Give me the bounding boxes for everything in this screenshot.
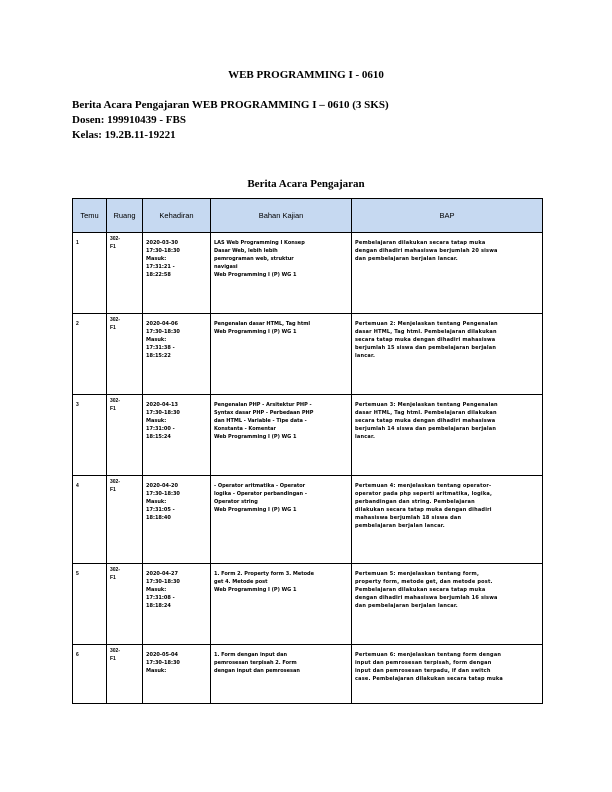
cell-bap-line: lancar. [355, 353, 376, 359]
cell-temu: 1 [73, 233, 107, 314]
cell-kehadiran [143, 395, 211, 476]
table-row [73, 233, 543, 314]
cell-temu: 4 [73, 476, 107, 564]
cell-bahan-kajian [211, 314, 352, 395]
cell-bap-line: dengan dihadiri mahasiswa berjumlah 16 siswa [355, 595, 498, 601]
cell-bap-line: berjumlah 15 siswa dan pembelajaran berjalan [355, 345, 497, 351]
cell-bahan-kajian-line: dan HTML - Variable - Tipe data - [214, 418, 307, 424]
table-body [73, 233, 543, 704]
table-row [73, 314, 543, 395]
cell-ruang-line: F1 [110, 656, 116, 662]
cell-bap-line: Pertemuan 3: Menjelaskan tentang Pengenalan [355, 402, 498, 408]
cell-kehadiran-line: 2020-04-27 [146, 571, 178, 577]
cell-bahan-kajian-line: navigasi [214, 264, 238, 270]
cell-kehadiran [143, 314, 211, 395]
cell-ruang [107, 645, 143, 704]
header-kehadiran: Kehadiran [143, 199, 211, 233]
cell-bap [352, 645, 543, 704]
cell-bahan-kajian-line: Pengenalan PHP - Arsitektur PHP - [214, 402, 312, 408]
cell-bap-line: dengan dihadiri mahasiswa berjumlah 20 siswa [355, 248, 498, 254]
header-temu: Temu [73, 199, 107, 233]
cell-bap-line: input dan pemrosesan terpadu, if dan switch [355, 668, 491, 674]
cell-kehadiran-line: 17:30-18:30 [146, 491, 180, 497]
cell-bap-line: lancar. [355, 434, 376, 440]
cell-ruang-line: 302- [110, 317, 121, 323]
cell-bap-line: dan pembelajaran berjalan lancar. [355, 603, 458, 609]
cell-bap-line: secara tatap muka dengan dihadiri mahasiswa [355, 337, 496, 343]
cell-bap-line: perbandingan dan string. Pembelajaran [355, 499, 475, 505]
cell-bap [352, 314, 543, 395]
cell-kehadiran-line: 18:15:22 [146, 353, 171, 359]
cell-bap [352, 233, 543, 314]
cell-bahan-kajian-line: Pengenalan dasar HTML, Tag html [214, 321, 311, 327]
document-title: WEB PROGRAMMING I - 0610 [228, 69, 384, 81]
cell-bap-line: operator pada php seperti aritmatika, logika, [355, 491, 493, 497]
cell-bahan-kajian-line: dengan input dan pemrosesan [214, 668, 300, 674]
table-row [73, 395, 543, 476]
cell-ruang [107, 233, 143, 314]
dosen-line: Dosen: 199910439 - FBS [72, 114, 186, 126]
cell-bap-line: dasar HTML, Tag html. Pembelajaran dilakukan [355, 410, 497, 416]
table-row [73, 564, 543, 645]
cell-ruang-line: 302- [110, 567, 121, 573]
cell-kehadiran-line: 2020-03-30 [146, 240, 178, 246]
table-header-row [73, 199, 543, 233]
cell-bahan-kajian-line: 1. Form 2. Property form 3. Metode [214, 571, 315, 577]
cell-kehadiran [143, 476, 211, 564]
cell-kehadiran-line: 2020-04-06 [146, 321, 178, 327]
cell-bahan-kajian-line: 1. Form dengan input dan [214, 652, 288, 658]
cell-ruang-line: F1 [110, 406, 116, 412]
cell-bap-line: Pertemuan 6: menjelaskan tentang form dengan [355, 652, 502, 658]
cell-ruang [107, 314, 143, 395]
cell-kehadiran-line: 17:30-18:30 [146, 579, 180, 585]
cell-bap [352, 564, 543, 645]
cell-kehadiran-line: 17:31:21 - [146, 264, 175, 270]
cell-bahan-kajian-line: pemrosesan terpisah 2. Form [214, 660, 297, 666]
cell-bap-line: dilakukan secara tatap muka dengan dihadiri [355, 507, 492, 513]
cell-kehadiran-line: 17:31:00 - [146, 426, 175, 432]
cell-ruang-line: F1 [110, 325, 116, 331]
cell-bahan-kajian [211, 645, 352, 704]
cell-ruang-line: 302- [110, 479, 121, 485]
cell-bahan-kajian [211, 233, 352, 314]
cell-kehadiran-line: 2020-04-20 [146, 483, 178, 489]
cell-kehadiran [143, 233, 211, 314]
cell-ruang [107, 395, 143, 476]
cell-bap-line: input dan pemrosesan terpisah, form dengan [355, 660, 492, 666]
cell-bap-line: case. Pembelajaran dilakukan secara tatap muka [355, 676, 503, 682]
cell-bap [352, 476, 543, 564]
header-bahan-kajian: Bahan Kajian [211, 199, 352, 233]
cell-bap-line: berjumlah 14 siswa dan pembelajaran berjalan [355, 426, 497, 432]
cell-kehadiran-line: 18:18:24 [146, 603, 171, 609]
cell-kehadiran-line: 18:22:58 [146, 272, 171, 278]
cell-kehadiran-line: Masuk: [146, 499, 167, 505]
table-row [73, 476, 543, 564]
bap-table [72, 198, 543, 704]
cell-kehadiran-line: 18:15:24 [146, 434, 171, 440]
cell-bahan-kajian-line: get 4. Metode post [214, 579, 268, 585]
cell-temu: 3 [73, 395, 107, 476]
cell-ruang-line: F1 [110, 575, 116, 581]
cell-bahan-kajian [211, 476, 352, 564]
cell-bap-line: secara tatap muka dengan dihadiri mahasiswa [355, 418, 496, 424]
cell-kehadiran-line: Masuk: [146, 668, 167, 674]
cell-kehadiran [143, 645, 211, 704]
cell-bap-line: mahasiswa berjumlah 18 siswa dan [355, 515, 462, 521]
cell-kehadiran-line: 2020-04-13 [146, 402, 178, 408]
table-caption: Berita Acara Pengajaran [247, 178, 365, 190]
cell-kehadiran [143, 564, 211, 645]
table-row [73, 645, 543, 704]
cell-kehadiran-line: 18:18:40 [146, 515, 171, 521]
cell-kehadiran-line: 17:30-18:30 [146, 329, 180, 335]
cell-bahan-kajian-line: logika - Operator perbandingan - [214, 491, 307, 497]
cell-bahan-kajian-line: Web Programming I (P) WG 1 [214, 587, 297, 593]
cell-bahan-kajian-line: LAS Web Programming I Konsep [214, 240, 305, 246]
cell-ruang-line: F1 [110, 487, 116, 493]
cell-bap-line: Pembelajaran dilakukan secara tatap muka [355, 587, 486, 593]
course-header [72, 98, 389, 143]
cell-bahan-kajian-line: pemrograman web, struktur [214, 256, 294, 262]
cell-kehadiran-line: Masuk: [146, 337, 167, 343]
cell-bahan-kajian [211, 395, 352, 476]
cell-bahan-kajian-line: Web Programming I (P) WG 1 [214, 329, 297, 335]
cell-bahan-kajian-line: Syntax dasar PHP - Perbedaan PHP [214, 410, 314, 416]
cell-bahan-kajian [211, 564, 352, 645]
header-ruang: Ruang [107, 199, 143, 233]
cell-bahan-kajian-line: Konstanta - Komentar [214, 426, 277, 432]
cell-temu: 6 [73, 645, 107, 704]
cell-bahan-kajian-line: Web Programming I (P) WG 1 [214, 272, 297, 278]
cell-temu: 2 [73, 314, 107, 395]
cell-kehadiran-line: Masuk: [146, 418, 167, 424]
cell-bahan-kajian-line: - Operator aritmatika - Operator [214, 483, 306, 489]
cell-bap-line: Pembelajaran dilakukan secara tatap muka [355, 240, 486, 246]
header-bap: BAP [352, 199, 543, 233]
cell-ruang-line: 302- [110, 648, 121, 654]
cell-kehadiran-line: 17:30-18:30 [146, 248, 180, 254]
cell-kehadiran-line: 17:31:08 - [146, 595, 175, 601]
cell-bap-line: Pertemuan 5: menjelaskan tentang form, [355, 571, 480, 577]
cell-kehadiran-line: 17:31:38 - [146, 345, 175, 351]
cell-bahan-kajian-line: Operator string [214, 499, 258, 505]
cell-bap-line: dasar HTML, Tag html. Pembelajaran dilakukan [355, 329, 497, 335]
cell-ruang-line: F1 [110, 244, 116, 250]
cell-bap-line: pembelajaran berjalan lancar. [355, 523, 445, 529]
cell-bahan-kajian-line: Web Programming I (P) WG 1 [214, 434, 297, 440]
cell-bap-line: Pertemuan 4: menjelaskan tentang operator- [355, 483, 492, 489]
cell-kehadiran-line: 17:30-18:30 [146, 410, 180, 416]
cell-kehadiran-line: 17:30-18:30 [146, 660, 180, 666]
course-line: Berita Acara Pengajaran WEB PROGRAMMING I – 0610 (3 SKS) [72, 99, 389, 111]
cell-bap [352, 395, 543, 476]
cell-bap-line: Pertemuan 2: Menjelaskan tentang Pengenalan [355, 321, 498, 327]
cell-kehadiran-line: 2020-05-04 [146, 652, 178, 658]
cell-bap-line: property form, metode get, dan metode post. [355, 579, 493, 585]
cell-ruang-line: 302- [110, 398, 121, 404]
cell-kehadiran-line: Masuk: [146, 587, 167, 593]
cell-ruang [107, 476, 143, 564]
cell-bahan-kajian-line: Dasar Web, lebih lebih [214, 248, 278, 254]
cell-kehadiran-line: Masuk: [146, 256, 167, 262]
cell-bahan-kajian-line: Web Programming I (P) WG 1 [214, 507, 297, 513]
cell-ruang [107, 564, 143, 645]
cell-temu: 5 [73, 564, 107, 645]
cell-kehadiran-line: 17:31:05 - [146, 507, 175, 513]
cell-bap-line: dan pembelajaran berjalan lancar. [355, 256, 458, 262]
cell-ruang-line: 302- [110, 236, 121, 242]
kelas-line: Kelas: 19.2B.11-19221 [72, 129, 176, 141]
